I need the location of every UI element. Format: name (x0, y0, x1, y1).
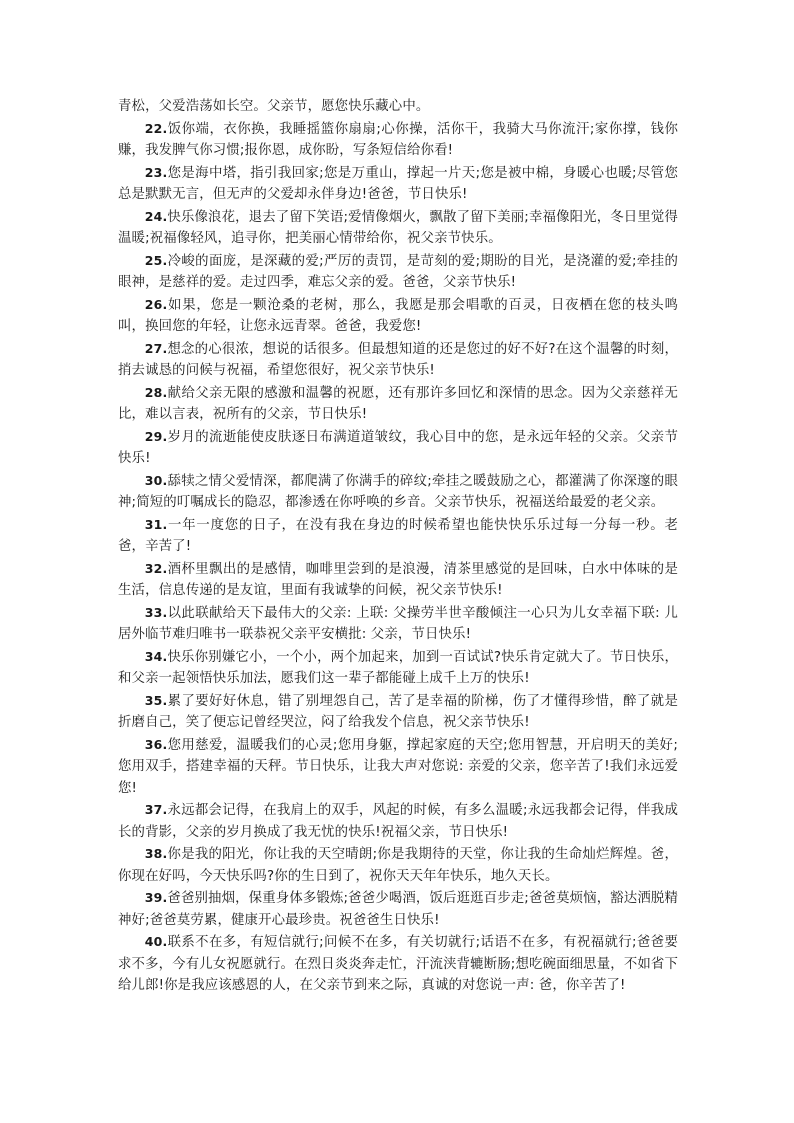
item-number: 34. (144, 648, 168, 664)
message-paragraph (118, 338, 678, 382)
item-text: 您是海中塔，指引我回家;您是万重山，撑起一片天;您是被中棉，身暖心也暖;尽管您总是默默无言，但无声的父爱却永伴身边!爸爸，节日快乐! (118, 165, 678, 202)
item-text: 舔犊之情父爱情深，都爬满了你满手的碎纹;牵挂之暖鼓励之心，都灌满了你深邃的眼神;简短的叮嘱成长的隐忍，都渗透在你呼唤的乡音。父亲节快乐，祝福送给最爱的老父亲。 (118, 473, 678, 510)
item-text: 如果，您是一颗沧桑的老树，那么，我愿是那会唱歌的百灵，日夜栖在您的枝头鸣叫，换回您的年轻，让您永远青翠。爸爸，我爱您! (118, 297, 678, 334)
intro-paragraph: 青松，父爱浩荡如长空。父亲节，愿您快乐藏心中。 (118, 99, 430, 114)
message-paragraph (118, 206, 678, 250)
item-text: 永远都会记得，在我肩上的双手，风起的时候，有多么温暖;永远我都会记得，伴我成长的背影，父亲的岁月换成了我无忧的快乐!祝福父亲，节日快乐! (118, 803, 678, 840)
document-page (118, 96, 678, 997)
item-text: 爸爸别抽烟，保重身体多锻炼;爸爸少喝酒，饭后逛逛百步走;爸爸莫烦恼，豁达洒脱精神好;爸爸莫劳累，健康开心最珍贵。祝爸爸生日快乐! (118, 891, 678, 928)
message-paragraph (118, 602, 678, 646)
item-number: 40. (144, 934, 168, 949)
item-text: 以此联献给天下最伟大的父亲: 上联: 父操劳半世辛酸倾注一心只为儿女幸福下联: 儿居外临节难归唯书一联恭祝父亲平安横批: 父亲，节日快乐! (118, 605, 678, 642)
item-number: 33. (144, 604, 168, 620)
item-number: 23. (144, 164, 168, 180)
message-paragraph (118, 514, 678, 558)
message-paragraph (118, 558, 678, 602)
item-text: 累了要好好休息，错了别埋怨自己，苦了是幸福的阶梯，伤了才懂得珍惜，醉了就是折磨自己，笑了便忘记曾经哭泣，闷了给我发个信息，祝父亲节快乐! (118, 693, 678, 730)
item-number: 32. (144, 560, 168, 576)
item-number: 39. (144, 890, 168, 905)
item-text: 您用慈爱，温暖我们的心灵;您用身躯，撑起家庭的天空;您用智慧，开启明天的美好;您用双手，搭建幸福的天秤。节日快乐，让我大声对您说: 亲爱的父亲，您辛苦了!我们永远爱您! (118, 737, 678, 796)
item-number: 35. (144, 692, 168, 708)
item-text: 饭你端，衣你换，我睡摇篮你扇扇;心你操，活你干，我骑大马你流汗;家你撑，钱你赚，我发脾气你习惯;报你恩，成你盼，写条短信给你看! (118, 121, 678, 158)
item-number: 26. (144, 296, 168, 312)
item-number: 30. (144, 472, 168, 488)
item-number: 29. (144, 428, 168, 444)
message-paragraph (118, 646, 678, 690)
item-text: 联系不在多，有短信就行;问候不在多，有关切就行;话语不在多，有祝福就行;爸爸要求不多，今有儿女祝愿就行。在烈日炎炎奔走忙，汗流浃背辘断肠;想吃碗面细思量，不如省下给儿郎!你是我应该感恩的人，在父亲节到来之际，真诚的对您说一声: 爸，你辛苦了! (118, 935, 678, 993)
item-text: 冷峻的面庞，是深藏的爱;严厉的责罚，是苛刻的爱;期盼的目光，是浇灌的爱;牵挂的眼神，是慈祥的爱。走过四季，难忘父亲的爱。爸爸，父亲节快乐! (118, 253, 678, 290)
item-text: 想念的心很浓，想说的话很多。但最想知道的还是您过的好不好?在这个温馨的时刻，捎去诚恳的问候与祝福，希望您很好，祝父亲节快乐! (118, 341, 678, 378)
item-text: 岁月的流逝能使皮肤逐日布满道道皱纹，我心目中的您，是永远年轻的父亲。父亲节快乐! (118, 429, 678, 466)
item-text: 酒杯里飘出的是感情，咖啡里尝到的是浪漫，清茶里感觉的是回味，白水中体味的是生活，信息传递的是友谊，里面有我诚挚的问候，祝父亲节快乐! (118, 561, 678, 598)
message-paragraph (118, 734, 678, 800)
item-text: 你是我的阳光，你让我的天空晴朗;你是我期待的天堂，你让我的生命灿烂辉煌。爸，你现在好吗，今天快乐吗?你的生日到了，祝你天天年年快乐，地久天长。 (118, 847, 678, 884)
message-paragraph (118, 294, 678, 338)
message-paragraph (118, 426, 678, 470)
message-paragraph (118, 843, 678, 887)
item-number: 22. (144, 120, 168, 136)
item-number: 38. (144, 846, 168, 861)
message-paragraph (118, 382, 678, 426)
message-paragraph (118, 470, 678, 514)
message-paragraph (118, 118, 678, 162)
message-list (118, 118, 678, 997)
message-paragraph (118, 690, 678, 734)
item-text: 快乐像浪花，退去了留下笑语;爱情像烟火，飘散了留下美丽;幸福像阳光，冬日里觉得温暖;祝福像轻风，追寻你，把美丽心情带给你，祝父亲节快乐。 (118, 209, 678, 246)
message-paragraph (118, 887, 678, 931)
item-number: 37. (144, 802, 168, 817)
item-number: 27. (144, 340, 168, 356)
item-text: 一年一度您的日子，在没有我在身边的时候希望也能快快乐乐过每一分每一秒。老爸，辛苦了! (118, 517, 678, 554)
item-number: 31. (144, 516, 168, 532)
message-paragraph (118, 931, 678, 997)
item-number: 28. (144, 384, 168, 400)
message-paragraph (118, 250, 678, 294)
message-paragraph (118, 162, 678, 206)
item-number: 24. (144, 208, 168, 224)
item-number: 25. (144, 252, 168, 268)
item-text: 快乐你别嫌它小，一个小，两个加起来，加到一百试试?快乐肯定就大了。节日快乐，和父亲一起领悟快乐加法，愿我们这一辈子都能碰上成千上万的快乐! (118, 649, 678, 686)
item-number: 36. (144, 736, 168, 752)
message-paragraph (118, 799, 678, 843)
item-text: 献给父亲无限的感激和温馨的祝愿，还有那许多回忆和深情的思念。因为父亲慈祥无比，难以言表，祝所有的父亲，节日快乐! (118, 385, 678, 422)
